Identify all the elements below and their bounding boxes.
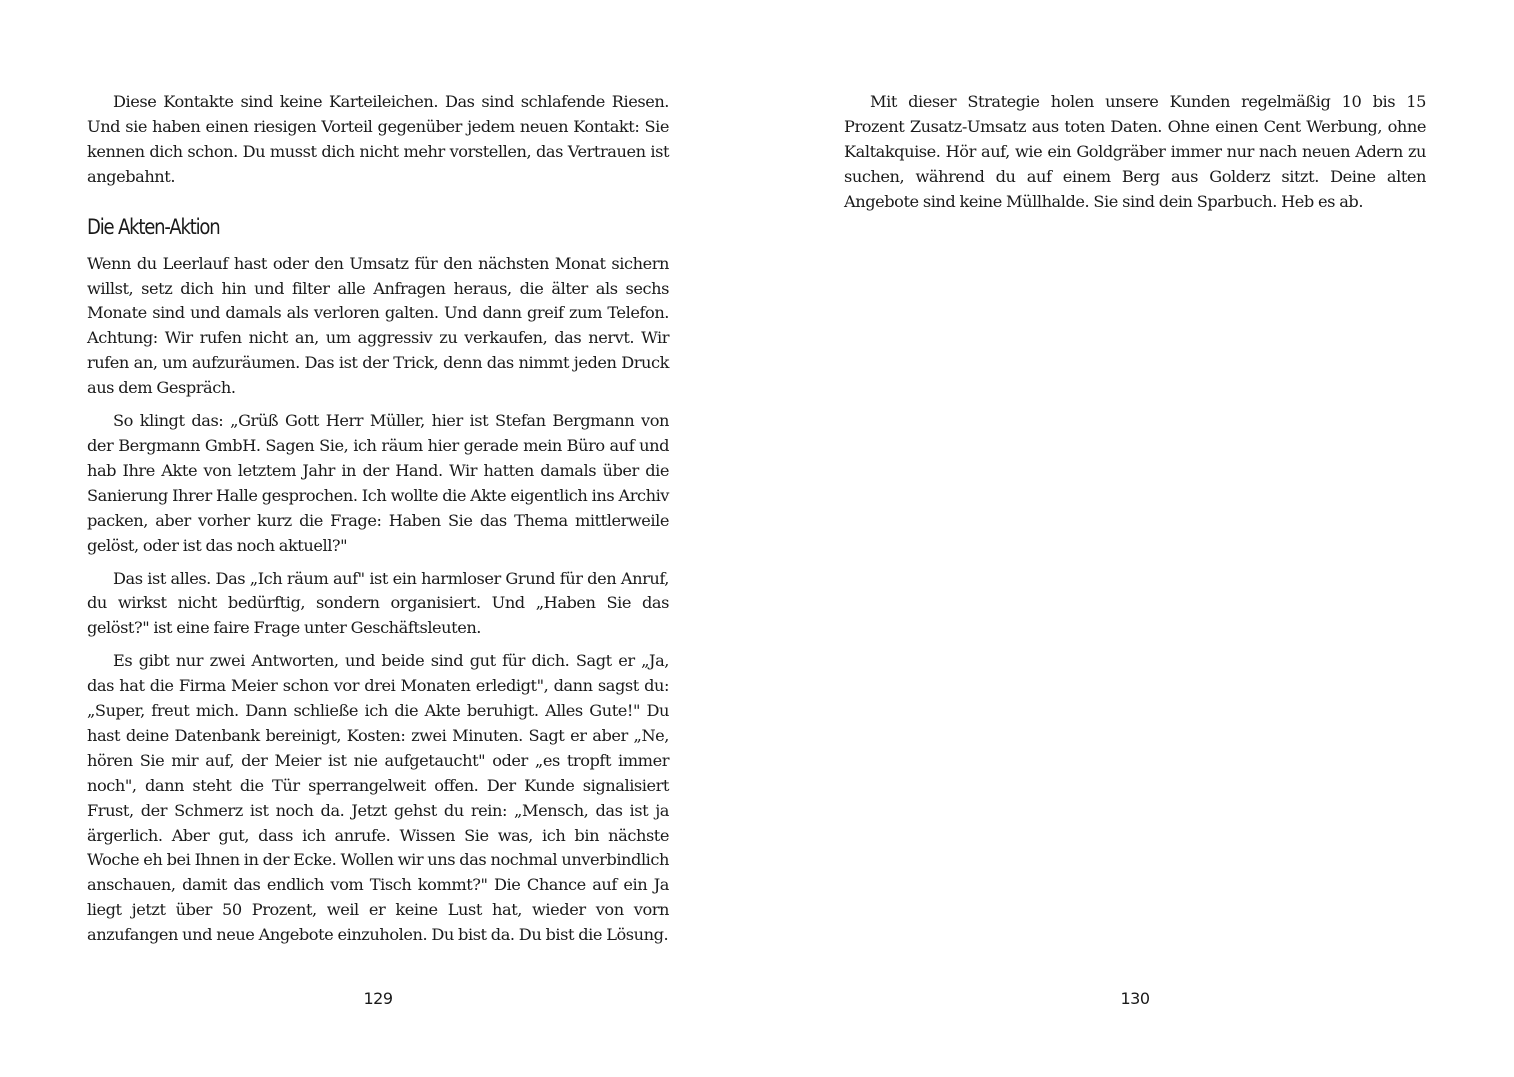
- left-page: [87, 0, 669, 1077]
- paragraph: Es gibt nur zwei Antworten, und beide sind gut für dich. Sagt er „Ja, das hat die Firma Meier schon vor drei Monaten erledigt", dann sagst du: „Super, freut mich. Dann schließe ich die Akte beruhigt. Alles Gute!" Du hast deine Datenbank bereinigt, Kosten: zwei Minuten. Sagt er aber „Ne, hören Sie mir auf, der Meier ist nie aufgetaucht" oder „es tropft immer noch", dann steht die Tür sperrangelweit offen. Der Kunde signalisiert Frust, der Schmerz ist noch da. Jetzt gehst du rein: „Mensch, das ist ja ärgerlich. Aber gut, dass ich anrufe. Wissen Sie was, ich bin nächste Woche eh bei Ihnen in der Ecke. Wollen wir uns das nochmal unverbindlich anschauen, damit das endlich vom Tisch kommt?" Die Chance auf ein Ja liegt jetzt über 50 Prozent, weil er keine Lust hat, wieder von vorn anzufangen und neue Angebote einzuholen. Du bist da. Du bist die Lösung.: [87, 651, 669, 945]
- section-heading: Die Akten-Aktion: [87, 214, 220, 239]
- left-page-body: [87, 90, 669, 956]
- paragraph: Wenn du Leerlauf hast oder den Umsatz für den nächsten Monat sichern willst, setz dich hin und filter alle Anfragen heraus, die älter als sechs Monate sind und damals als verloren galten. Und dann greif zum Telefon. Achtung: Wir rufen nicht an, um aggressiv zu verkaufen, das nervt. Wir rufen an, um aufzuräumen. Das ist der Trick, denn das nimmt jeden Druck aus dem Gespräch.: [87, 253, 669, 398]
- paragraph: Mit dieser Strategie holen unsere Kunden regelmäßig 10 bis 15 Prozent Zusatz-Umsatz aus toten Daten. Ohne einen Cent Werbung, ohne Kaltakquise. Hör auf, wie ein Goldgräber immer nur nach neuen Adern zu suchen, während du auf einem Berg aus Golderz sitzt. Deine alten Angebote sind keine Müllhalde. Sie sind dein Sparbuch. Heb es ab.: [844, 92, 1426, 211]
- right-page: [844, 0, 1426, 1077]
- page-number: 129: [363, 989, 393, 1008]
- page-number: 130: [1120, 989, 1150, 1008]
- paragraph: So klingt das: „Grüß Gott Herr Müller, hier ist Stefan Bergmann von der Bergmann GmbH. Sagen Sie, ich räum hier gerade mein Büro auf und hab Ihre Akte von letztem Jahr in der Hand. Wir hatten damals über die Sanierung Ihrer Halle gesprochen. Ich wollte die Akte eigentlich ins Archiv packen, aber vorher kurz die Frage: Haben Sie das Thema mittlerweile gelöst, oder ist das noch aktuell?": [87, 411, 669, 555]
- paragraph: Diese Kontakte sind keine Karteileichen. Das sind schlafende Riesen. Und sie haben einen riesigen Vorteil gegenüber jedem neuen Kontakt: Sie kennen dich schon. Du musst dich nicht mehr vorstellen, das Vertrauen ist angebahnt.: [87, 92, 669, 186]
- right-page-body: [844, 90, 1426, 223]
- paragraph: Das ist alles. Das „Ich räum auf" ist ein harmloser Grund für den Anruf, du wirkst nicht bedürftig, sondern organisiert. Und „Haben Sie das gelöst?" ist eine faire Frage unter Geschäftsleuten.: [87, 568, 669, 638]
